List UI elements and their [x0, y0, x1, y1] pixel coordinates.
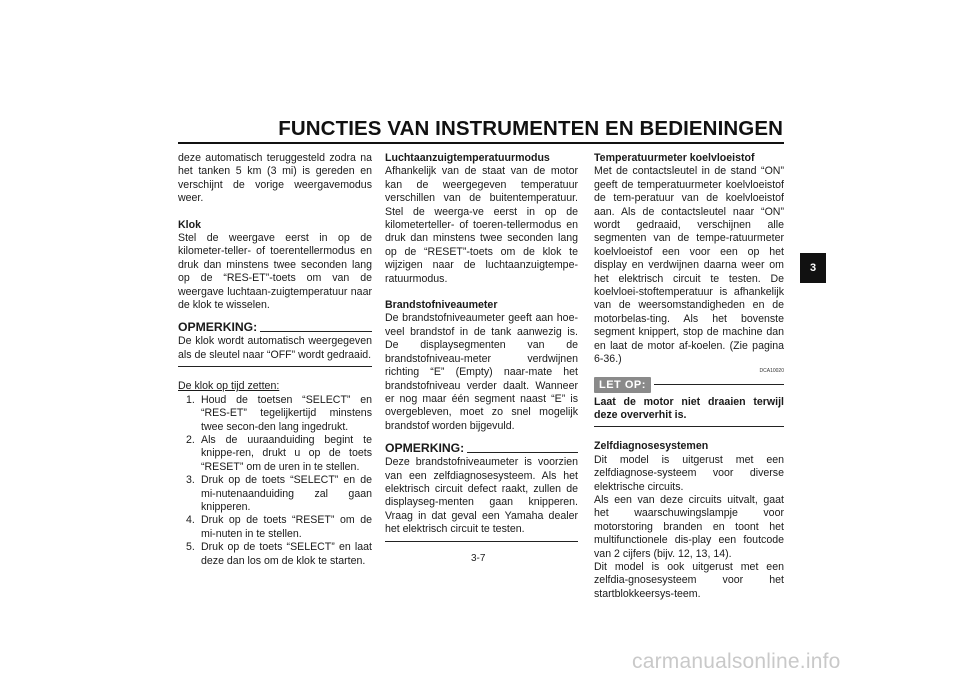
diagnosis-paragraph-3: Dit model is ook uitgerust met een zelfdia-gnosesysteem voor het startblokkeersys-teem. [594, 560, 784, 600]
step-text: Houd de toetsen “SELECT” en “RES-ET” tegelijkertijd minstens twee secon-den lang ingedrukt. [201, 393, 372, 433]
step-item [178, 474, 372, 514]
air-temp-heading: Luchtaanzuigtemperatuurmodus [385, 152, 550, 164]
coolant-temp-heading: Temperatuurmeter koelvloeistof [594, 152, 755, 164]
step-text: Druk op de toets “RESET” om de mi-nuten in te stellen. [201, 514, 372, 540]
note-text: De klok wordt automatisch weergegeven als de sleutel naar “OFF” wordt gedraaid. [178, 335, 372, 361]
note-bottom-rule [385, 541, 578, 542]
diagnosis-paragraph-2: Als een van deze circuits uitvalt, gaat het waarschuwingslampje voor motorstoring branden en toont het multifunctionele dis-play een foutcode van 2 cijfers (bijv. 12, 13, 14). [594, 493, 784, 560]
fuel-gauge-heading: Brandstofniveaumeter [385, 299, 498, 312]
watermark: carmanualsonline.info [632, 650, 841, 673]
note-header [178, 320, 372, 335]
intro-paragraph: deze automatisch teruggesteld zodra na het tanken 5 km (3 mi) is gereden en verschijnt de vorige weergavemodus weer. [178, 152, 372, 205]
step-number: 2. [186, 433, 195, 446]
column-3 [594, 152, 784, 601]
column-1 [178, 152, 372, 568]
caution-code: DCA10020 [759, 367, 784, 374]
note-rule [467, 452, 578, 453]
klok-paragraph: Stel de weergave eerst in op de kilometer-teller- of toerentellermodus en druk dan minstens twee seconden lang op de “RES-ET”-toets om van de weergave luchtaan-zuigtemperatuur naar de klok te wisselen. [178, 232, 372, 312]
steps-list [178, 394, 372, 568]
diagnosis-paragraph-1: Dit model is uitgerust met een zelfdiagnose-systeem voor diverse elektrische circuits. [594, 453, 784, 493]
klok-heading: Klok [178, 218, 201, 231]
caution-text: Laat de motor niet draaien terwijl deze oververhit is. [594, 395, 784, 421]
step-item [178, 434, 372, 474]
coolant-temp-paragraph: Met de contactsleutel in de stand “ON” geeft de temperatuurmeter koelvloeistof de tem-peratuur van de koelvloeistof aan. Als de contactsleutel naar “ON” wordt gedraaid, verschijnen alle segmenten van de tempe-ratuurmeter koelvloeistof een voor een op het display en verdwijnen daarna weer om het elektrisch circuit te testen. De koelvloei-stoftemperatuur is afhankelijk van de weersomstandigheden en de motorbelas-ting. Als het bovenste segment knippert, stop de machine dan en laat de motor af-koelen. (Zie pagina 6-36.) [594, 165, 784, 366]
step-number: 1. [186, 393, 195, 406]
step-text: Druk op de toets “SELECT” en laat deze dan los om de klok te starten. [201, 541, 372, 567]
step-number: 4. [186, 514, 195, 527]
chapter-tab: 3 [800, 253, 826, 283]
diagnosis-heading: Zelfdiagnosesystemen [594, 440, 709, 453]
step-item [178, 541, 372, 568]
caution-header [594, 377, 784, 393]
note-label: OPMERKING: [385, 441, 465, 456]
caution-rule [654, 384, 784, 385]
step-item [178, 514, 372, 541]
air-temp-paragraph: Afhankelijk van de staat van de motor kan de weergegeven temperatuur verschillen van de buitentemperatuur. Stel de weerga-ve eerst in op de kilometerteller- of toeren-tellermodus en druk dan minstens twee seconden lang op de “RESET”-toets om de klok te wijzigen naar de luchtaanzuigtempe-ratuurmodus. [385, 165, 578, 285]
caution-code-row [594, 367, 784, 375]
note-text: Deze brandstofniveaumeter is voorzien van een zelfdiagnosesysteem. Als het elektrisch circuit defect raakt, zullen de displayseg-menten gaan knipperen. Vraag in dat geval een Yamaha dealer het elektrisch circuit te testen. [385, 456, 578, 536]
title-rule [178, 142, 784, 144]
page-title: FUNCTIES VAN INSTRUMENTEN EN BEDIENINGEN [278, 117, 783, 140]
caution-badge: LET OP: [594, 377, 651, 393]
fuel-gauge-paragraph: De brandstofniveaumeter geeft aan hoe-veel brandstof in de tank aanwezig is. De displaysegmenten van de brandstofniveau-meter verdwijnen richting “E” (Empty) naar-mate het brandstofniveau verder daalt. Wanneer er nog maar één segment naast “E” is overgebleven, moet zo snel mogelijk brandstof worden bijgevuld. [385, 312, 578, 432]
step-number: 3. [186, 474, 195, 487]
note-label: OPMERKING: [178, 320, 258, 335]
note-rule [260, 331, 372, 332]
steps-heading: De klok op tijd zetten: [178, 380, 280, 393]
step-text: Druk op de toets “SELECT” en de mi-nutenaanduiding zal gaan knipperen. [201, 474, 372, 513]
column-2 [385, 152, 578, 542]
note-header [385, 441, 578, 456]
step-text: Als de uuraanduiding begint te knippe-ren, drukt u op de toets “RESET” om de uren in te stellen. [201, 433, 372, 473]
step-item [178, 394, 372, 434]
page-number: 3-7 [471, 553, 486, 564]
step-number: 5. [186, 541, 195, 554]
